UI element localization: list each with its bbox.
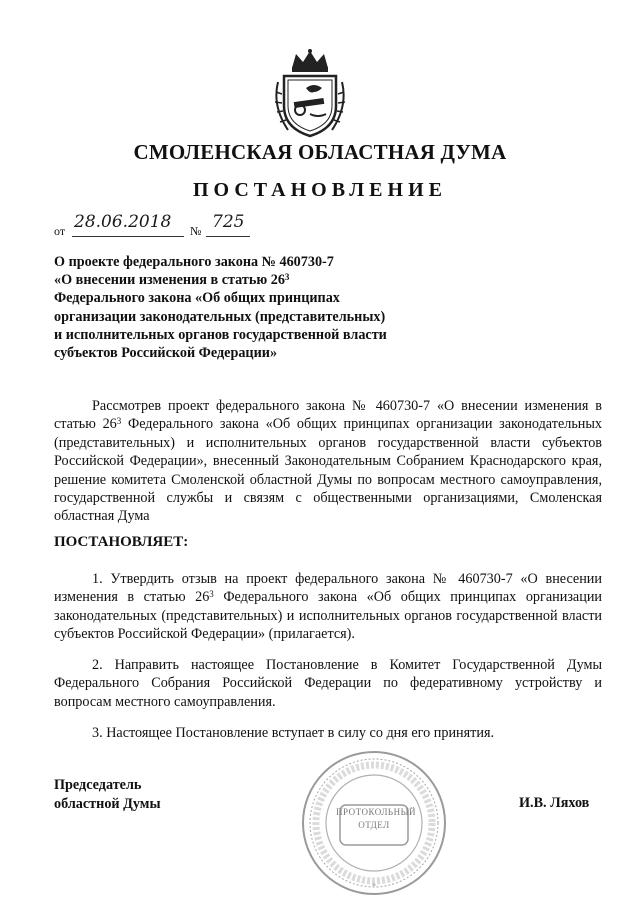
organization-title: СМОЛЕНСКАЯ ОБЛАСТНАЯ ДУМА [133, 140, 507, 164]
date-prefix: от [54, 224, 66, 238]
svg-text:*: * [372, 882, 376, 891]
preamble-text: Рассмотрев проект федерального закона № 460730-7 «О внесении изменения в статью 26 [54, 398, 602, 433]
registration-line [54, 212, 294, 238]
preamble-paragraph [54, 397, 602, 526]
coat-of-arms-icon [270, 48, 350, 140]
signatory-name: И.В. Ляхов [519, 795, 590, 811]
superscript: 3 [116, 416, 122, 427]
signatory-role [54, 776, 161, 814]
subject-line: субъектов Российской Федерации» [54, 345, 278, 362]
document-type-title: ПОСТАНОВЛЕНИЕ [193, 179, 447, 201]
decree-item-3: 3. Настоящее Постановление вступает в силу со дня его принятия. [92, 725, 495, 741]
superscript: 3 [209, 589, 214, 600]
item-text: Федерального закона «Об общих принципах организации законодательных (представительных) и исполнительных органов государственной власти субъектов Российской Федерации» (прилагается). [54, 589, 602, 643]
signatory-role-line: областной Думы [54, 796, 161, 812]
date-underline [72, 236, 184, 237]
decree-item-1 [54, 570, 602, 644]
decree-item-2: 2. Направить настоящее Постановление в Комитет Государственной Думы Федерального Собрания Российской Федерации по федеративному устройству и вопросам местного самоуправления. [54, 657, 602, 710]
handwritten-number: 725 [212, 212, 245, 232]
signatory-role-line: Председатель [54, 777, 142, 793]
stamp-line: ПРОТОКОЛЬНЫЙ [336, 807, 416, 817]
subject-line [54, 271, 474, 289]
decree-heading: ПОСТАНОВЛЯЕТ: [54, 534, 189, 550]
stamp-line: ОТДЕЛ [358, 820, 390, 830]
subject-line: Федерального закона «Об общих принципах [54, 290, 340, 307]
handwritten-date: 28.06.2018 [74, 212, 172, 232]
number-prefix: № [190, 224, 202, 238]
preamble-text: Федерального закона «Об общих принципах организации законодательных (представительных) и исполнительных органов государственной власти субъектов Российской Федерации», внесенный Законодательным Собранием Краснодарского края, решение комитета Смоленской областной Думы по вопросам местного самоуправления, государственной службы и связям с общественными организациями, Смоленская областная Дума [54, 416, 603, 525]
subject-line: организации законодательных (представительных) [54, 308, 386, 325]
item-text: 1. Утвердить отзыв на проект федерального закона № 460730-7 «О внесении изменения в статью 26 [54, 571, 602, 606]
number-underline [206, 236, 250, 237]
document-subject [54, 253, 474, 362]
superscript: 3 [284, 272, 290, 283]
subject-line-text: «О внесении изменения в статью 26 [54, 272, 285, 289]
subject-line: и исполнительных органов государственной власти [54, 326, 387, 343]
stamp-text [336, 806, 416, 832]
subject-line: О проекте федерального закона № 460730-7 [54, 254, 334, 270]
